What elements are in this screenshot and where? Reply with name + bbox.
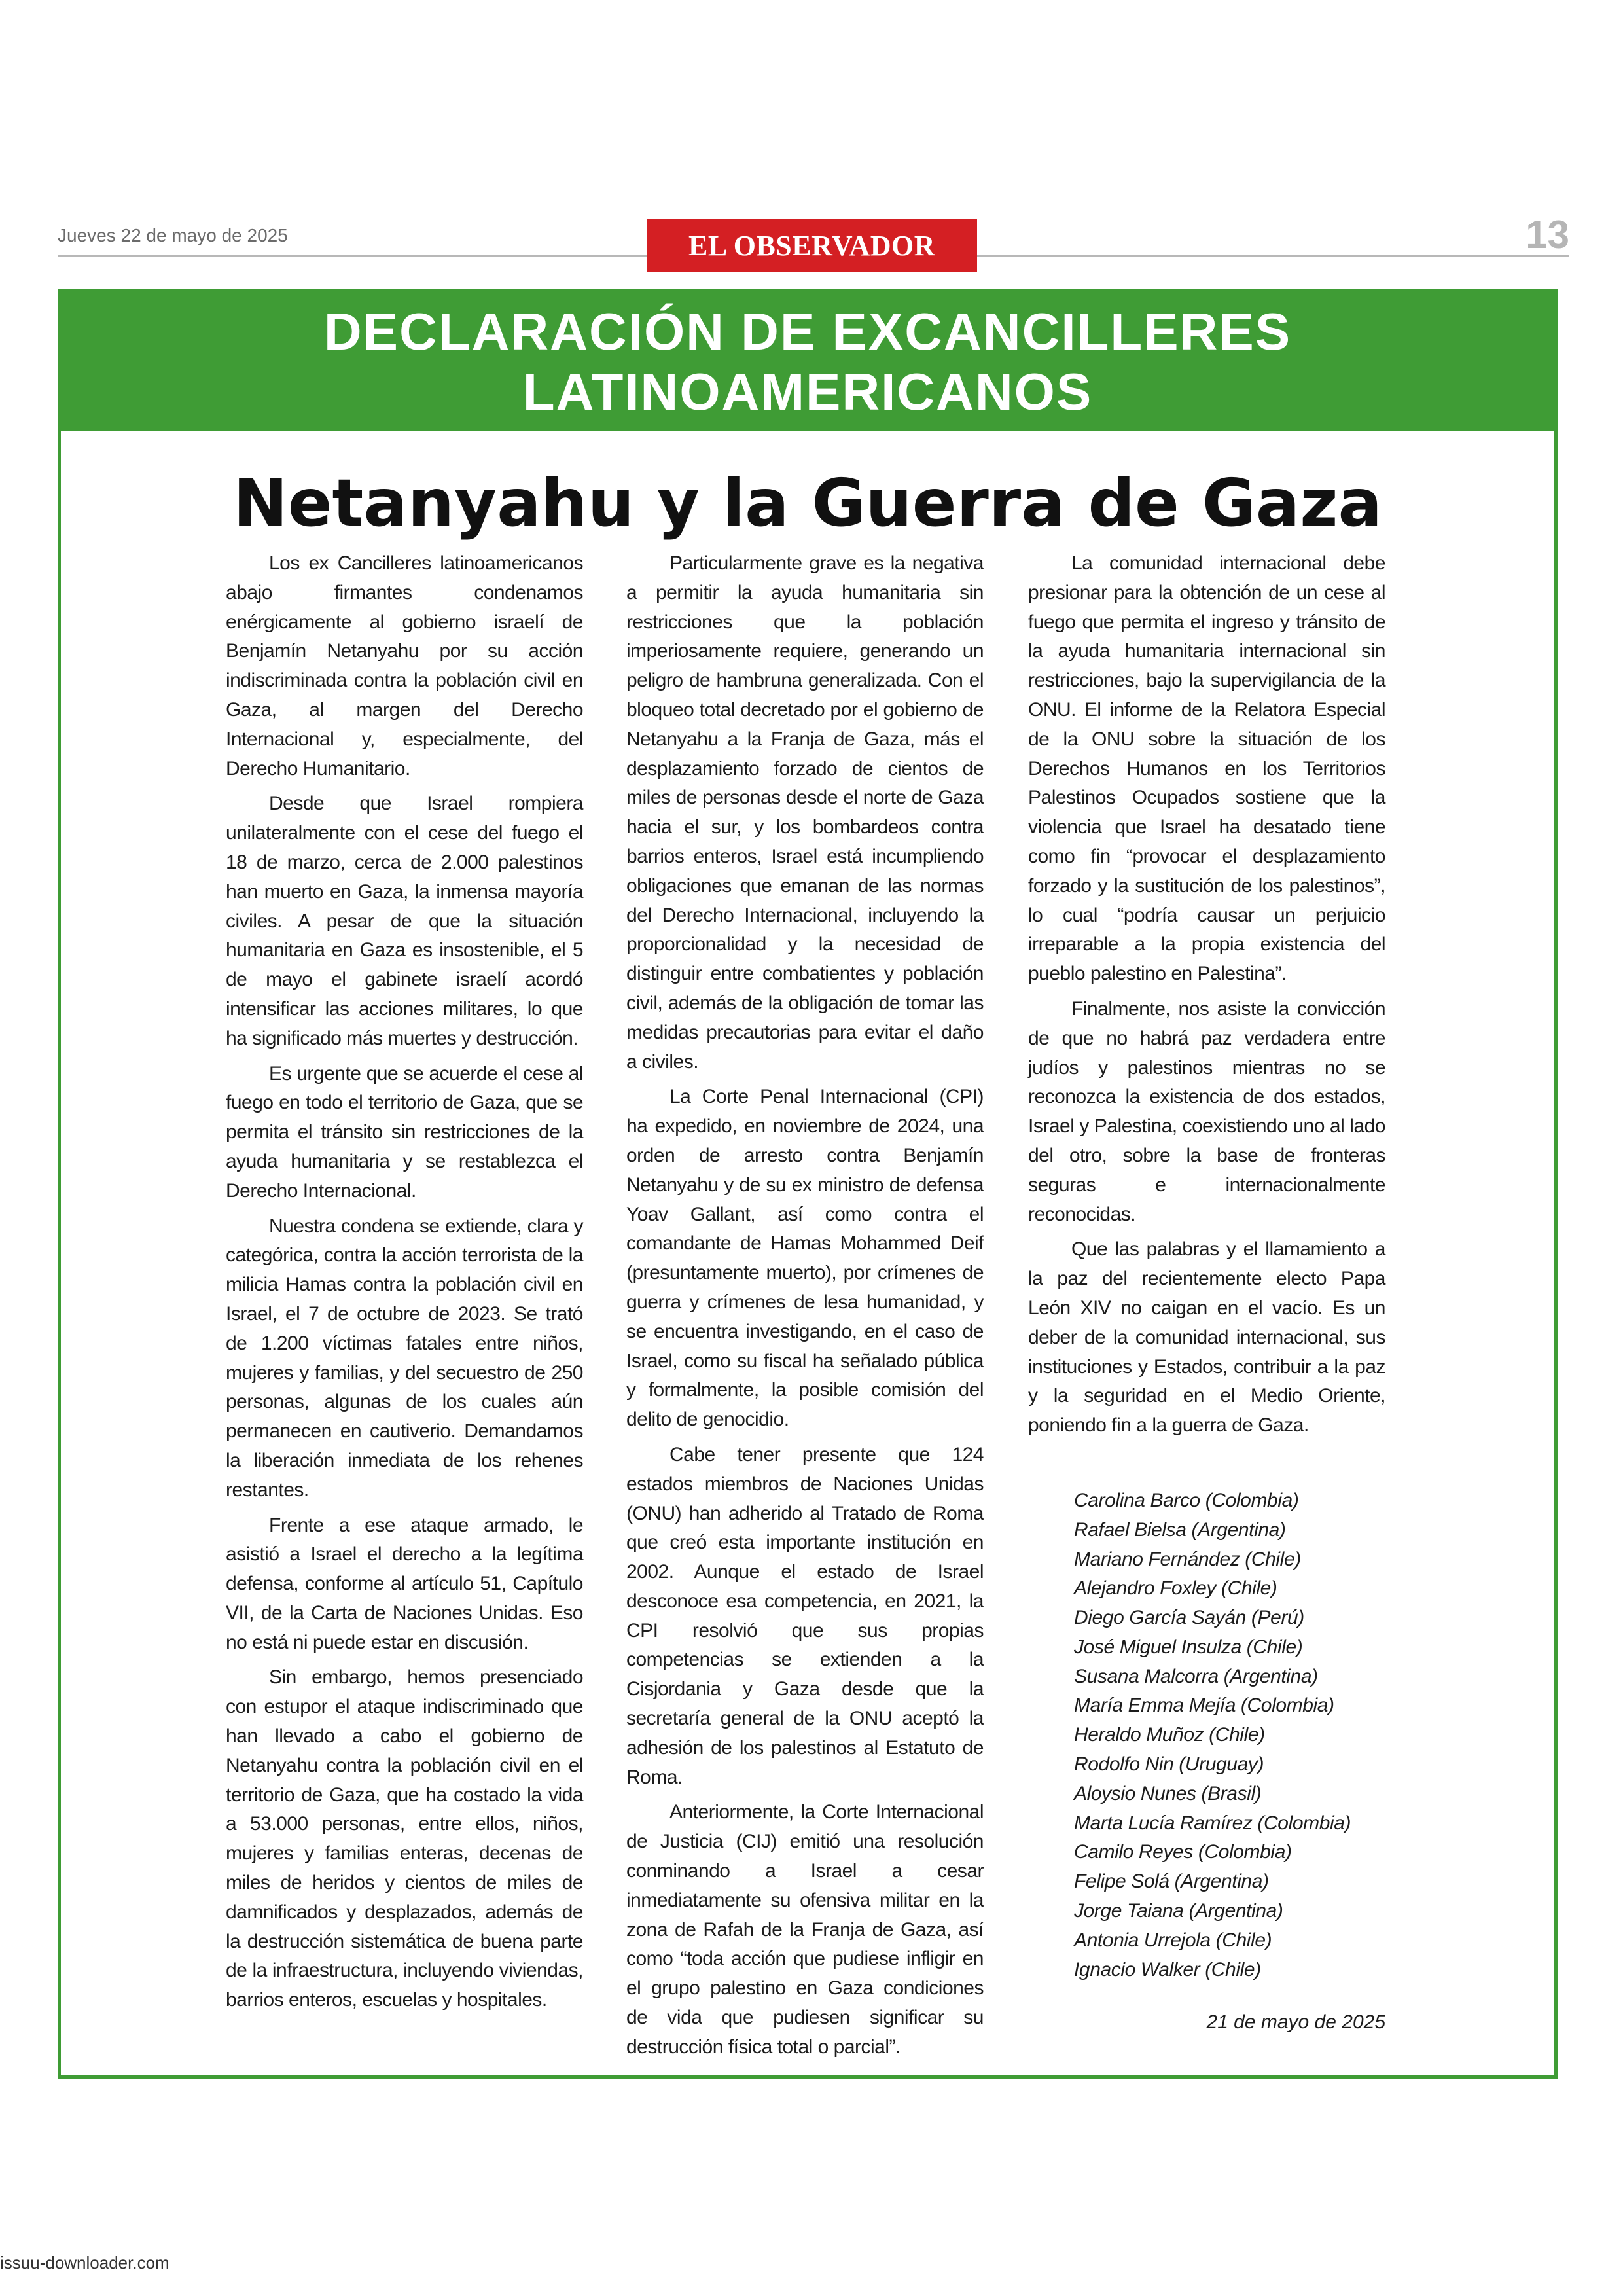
signatory: Aloysio Nunes (Brasil) [1074,1782,1262,1804]
signatory: Mariano Fernández (Chile) [1074,1548,1301,1570]
paragraph: Los ex Cancilleres latinoamericanos abajo firmantes condenamos enérgicamente al gobierno israelí de Benjamín Netanyahu por su acción indiscriminada contra la población civil en Gaza, al margen del Derecho Internacional y, especialmente, del Derecho Humanitario. [226,552,583,780]
masthead: EL OBSERVADOR [647,219,977,272]
signatory: Diego García Sayán (Perú) [1074,1607,1304,1629]
signatory: José Miguel Insulza (Chile) [1074,1636,1303,1658]
signatory: Jorge Taiana (Argentina) [1074,1900,1283,1922]
signatories-list [1028,1486,1385,2037]
column-2 [626,549,984,2068]
signatory: Susana Malcorra (Argentina) [1074,1665,1318,1687]
section-banner [61,293,1554,431]
paragraph: Finalmente, nos asiste la convicción de que no habrá paz verdadera entre judíos y palestinos mientras no se reconozca la existencia de dos estados, Israel y Palestina, coexistiendo uno al lado del otro, sobre la base de fronteras seguras e internacionalmente reconocidas. [1028,997,1385,1225]
article-headline: Netanyahu y la Guerra de Gaza [233,465,1382,541]
paragraph: Sin embargo, hemos presenciado con estupor el ataque indiscriminado que han llevado a cabo el gobierno de Netanyahu contra la población civil en el territorio de Gaza, que ha costado la vida a 53.000 personas, entre ellos, niños, mujeres y familias enteras, decenas de miles de heridos y cientos de miles de damnificados y desplazados, además de la destrucción sistemática de buena parte de la infraestructura, incluyendo viviendas, barrios enteros, escuelas y hospitales. [226,1666,583,2011]
banner-line-2: LATINOAMERICANOS [522,363,1093,421]
signatory: Alejandro Foxley (Chile) [1074,1577,1277,1600]
paragraph: La Corte Penal Internacional (CPI) ha expedido, en noviembre de 2024, una orden de arresto contra Benjamín Netanyahu y de su ex ministro de defensa Yoav Gallant, así como contra el comandante de Hamas Mohammed Deif (presuntamente muerto), por crímenes de guerra y crímenes de lesa humanidad, y se encuentra investigando, en el caso de Israel, como su fiscal ha señalado pública y formalmente, la posible comisión del delito de genocidio. [626,1086,984,1431]
signatory: Antonia Urrejola (Chile) [1074,1929,1272,1951]
paragraph: Nuestra condena se extiende, clara y categórica, contra la acción terrorista de la milicia Hamas contra la población civil en Israel, el 7 de octubre de 2023. Se trató de 1.200 víctimas fatales entre niños, mujeres y familias, y del secuestro de 250 personas, algunas de los cuales aún permanecen en cautiverio. Demandamos la liberación inmediata de los rehenes restantes. [226,1215,583,1501]
signatory: Rafael Bielsa (Argentina) [1074,1518,1286,1541]
paragraph: Particularmente grave es la negativa a permitir la ayuda humanitaria sin restricciones que la población imperiosamente requiere, generando un peligro de hambruna generalizada. Con el bloqueo total decretado por el gobierno de Netanyahu a la Franja de Gaza, más el desplazamiento forzado de cientos de miles de personas desde el norte de Gaza hacia el sur, y los bombardeos contra barrios enteros, Israel está incumpliendo obligaciones que emanan de las normas del Derecho Internacional, incluyendo la proporcionalidad y la necesidad de distinguir entre combatientes y población civil, además de la obligación de tomar las medidas precautorias para evitar el daño a civiles. [626,552,984,1073]
paragraph: Es urgente que se acuerde el cese al fuego en todo el territorio de Gaza, que se permita el tránsito sin restricciones de la ayuda humanitaria y se restablezca el Derecho Internacional. [226,1062,583,1202]
column-3 [1028,549,1385,2037]
paragraph: Cabe tener presente que 124 estados miembros de Naciones Unidas (ONU) han adherido al Tratado de Roma que creó esta importante institución en 2002. Aunque el estado de Israel desconoce esa competencia, en 2021, la CPI resolvió que sus propias competencias se extienden a la Cisjordania y Gaza desde que la secretaría general de la ONU aceptó la adhesión de los palestinos al Estatuto de Roma. [626,1443,984,1788]
signatory: Marta Lucía Ramírez (Colombia) [1074,1812,1351,1834]
signatory: Felipe Solá (Argentina) [1074,1871,1269,1893]
paragraph: Anteriormente, la Corte Internacional de Justicia (CIJ) emitió una resolución conminando a Israel a cesar inmediatamente su ofensiva militar en la zona de Rafah de la Franja de Gaza, así como “toda acción que pudiese infligir en el grupo palestino en Gaza condiciones de vida que pudiesen significar su destrucción física total o parcial”. [626,1801,984,2058]
page-number: 13 [1525,213,1569,257]
signatory: Ignacio Walker (Chile) [1074,1958,1261,1981]
signature-date: 21 de mayo de 2025 [1206,2011,1385,2034]
paragraph: La comunidad internacional debe presionar para la obtención de un cese al fuego que permita el ingreso y tránsito de la ayuda humanitaria internacional sin restricciones, bajo la supervigilancia de la ONU. El informe de la Relatora Especial de la ONU sobre la situación de los Derechos Humanos en los Territorios Palestinos Ocupados sostiene que la violencia que Israel ha desatado tiene como fin “provocar el desplazamiento forzado y la sustitución de los palestinos”, lo cual “podría causar un perjuicio irreparable a la propia existencia del pueblo palestino en Palestina”. [1028,552,1385,985]
banner-line-1: DECLARACIÓN DE EXCANCILLERES [323,302,1292,361]
signatory: Camilo Reyes (Colombia) [1074,1841,1292,1863]
signatory: Carolina Barco (Colombia) [1074,1489,1299,1511]
column-1 [226,549,583,2021]
issue-date: Jueves 22 de mayo de 2025 [58,225,288,245]
article-frame [58,289,1558,2079]
signatory: Rodolfo Nin (Uruguay) [1074,1753,1264,1776]
signatory: Heraldo Muñoz (Chile) [1074,1724,1265,1746]
paragraph: Frente a ese ataque armado, le asistió a Israel el derecho a la legítima defensa, conforme al artículo 51, Capítulo VII, de la Carta de Naciones Unidas. Eso no está ni puede estar en discusión. [226,1514,583,1653]
page-header [58,213,1569,275]
article-body [226,549,1391,2058]
source-watermark[interactable]: issuu-downloader.com [0,2253,169,2272]
signatory: María Emma Mejía (Colombia) [1074,1695,1334,1717]
paragraph: Que las palabras y el llamamiento a la paz del recientemente electo Papa León XIV no caigan en el vacío. Es un deber de la comunidad internacional, sus instituciones y Estados, contribuir a la paz y la seguridad en el Medio Oriente, poniendo fin a la guerra de Gaza. [1028,1238,1385,1437]
paragraph: Desde que Israel rompiera unilateralmente con el cese del fuego el 18 de marzo, cerca de 2.000 palestinos han muerto en Gaza, la inmensa mayoría civiles. A pesar de que la situación humanitaria en Gaza es insostenible, el 5 de mayo el gabinete israelí acordó intensificar las acciones militares, lo que ha significado más muertes y destrucción. [226,793,583,1049]
